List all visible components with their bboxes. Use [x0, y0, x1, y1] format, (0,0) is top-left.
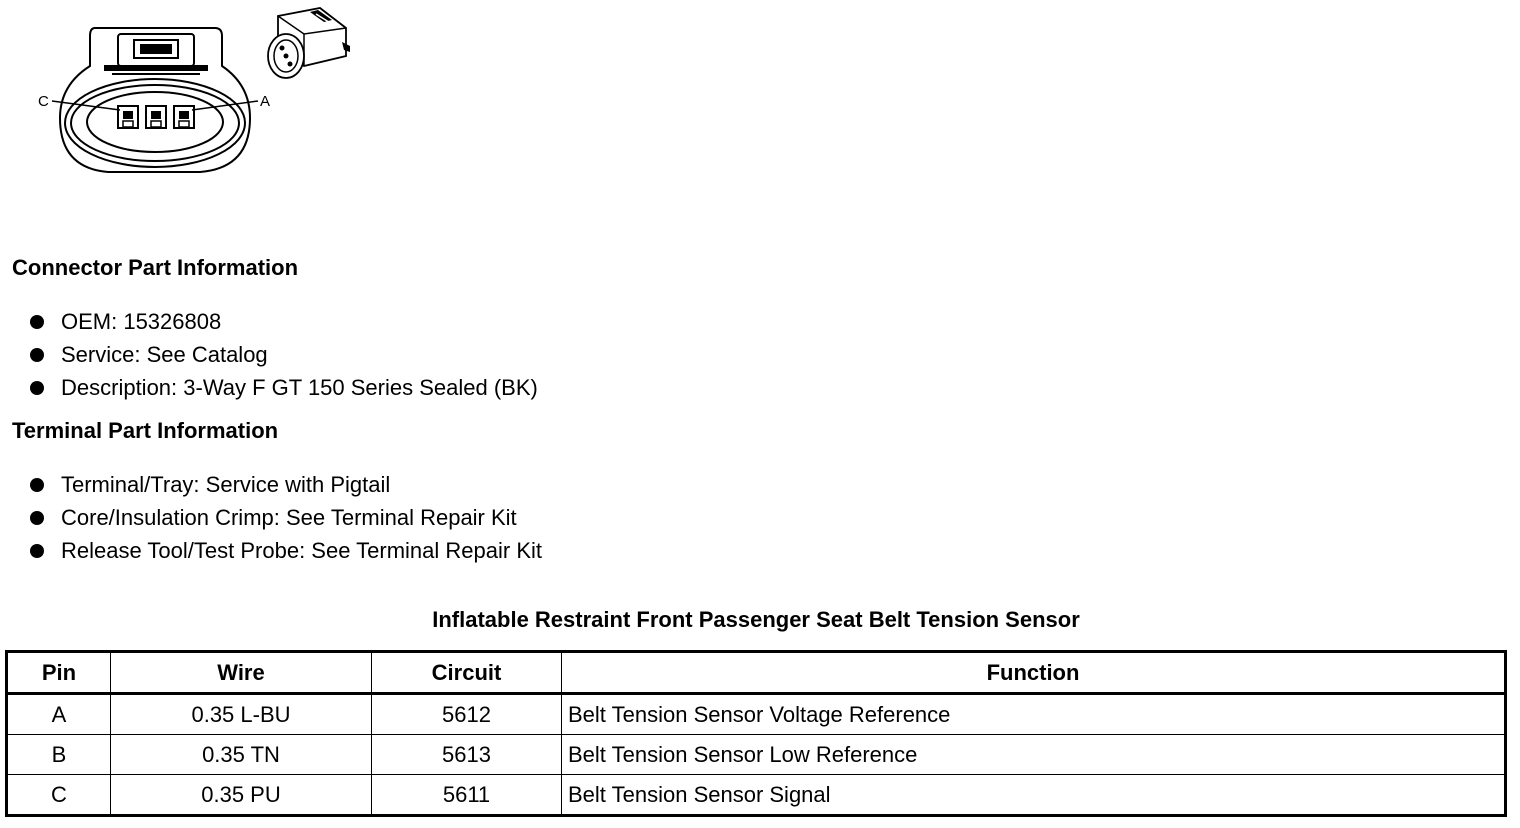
seal-ring-inner: [87, 92, 223, 152]
connector-part-list: [28, 305, 538, 404]
cell-function: Belt Tension Sensor Voltage Reference: [562, 694, 1506, 735]
cell-wire: 0.35 PU: [111, 775, 372, 816]
terminal-part-list: [28, 468, 542, 567]
bullet-icon: [30, 381, 44, 395]
bullet-icon: [30, 511, 44, 525]
pin-label-a: A: [260, 93, 271, 110]
pin-label-c: C: [38, 93, 49, 110]
pinout-table: [5, 650, 1507, 817]
list-item: [28, 338, 538, 371]
cavity-c: [118, 106, 138, 128]
bullet-icon: [30, 544, 44, 558]
list-item: [28, 371, 538, 404]
list-item: [28, 501, 542, 534]
column-header-circuit: Circuit: [372, 652, 562, 694]
cavity-b: [146, 106, 166, 128]
table-row: [7, 775, 1506, 816]
list-item: [28, 468, 542, 501]
latch-tab: [140, 44, 172, 54]
column-header-wire: Wire: [111, 652, 372, 694]
bullet-icon: [30, 478, 44, 492]
list-item-text: OEM: 15326808: [61, 308, 222, 334]
cell-pin: A: [7, 694, 111, 735]
table-row: [7, 735, 1506, 775]
table-row: [7, 694, 1506, 735]
list-item: [28, 305, 538, 338]
connector-diagram: [0, 0, 380, 190]
list-item: [28, 534, 542, 567]
cell-circuit: 5612: [372, 694, 562, 735]
cell-pin: C: [7, 775, 111, 816]
connector-part-heading: Connector Part Information: [12, 255, 299, 280]
connector-face-drawing: [0, 0, 380, 190]
cell-circuit: 5611: [372, 775, 562, 816]
connector-isometric-icon: [268, 8, 350, 78]
terminal-part-heading: Terminal Part Information: [12, 418, 279, 443]
seal-ring-middle: [71, 85, 239, 161]
column-header-pin: Pin: [7, 652, 111, 694]
table-title: Inflatable Restraint Front Passenger Seat Belt Tension Sensor: [432, 607, 1080, 632]
cavity-a: [174, 106, 194, 128]
bullet-icon: [30, 315, 44, 329]
list-item-text: Release Tool/Test Probe: See Terminal Repair Kit: [61, 537, 542, 563]
cell-circuit: 5613: [372, 735, 562, 775]
table-header-row: [7, 652, 1506, 694]
cell-function: Belt Tension Sensor Signal: [562, 775, 1506, 816]
cell-wire: 0.35 L-BU: [111, 694, 372, 735]
cell-pin: B: [7, 735, 111, 775]
list-item-text: Core/Insulation Crimp: See Terminal Repair Kit: [61, 504, 517, 530]
list-item-text: Terminal/Tray: Service with Pigtail: [61, 471, 391, 497]
cell-wire: 0.35 TN: [111, 735, 372, 775]
cell-function: Belt Tension Sensor Low Reference: [562, 735, 1506, 775]
column-header-function: Function: [562, 652, 1506, 694]
list-item-text: Description: 3-Way F GT 150 Series Sealed (BK): [61, 374, 538, 400]
bullet-icon: [30, 348, 44, 362]
list-item-text: Service: See Catalog: [61, 341, 268, 367]
